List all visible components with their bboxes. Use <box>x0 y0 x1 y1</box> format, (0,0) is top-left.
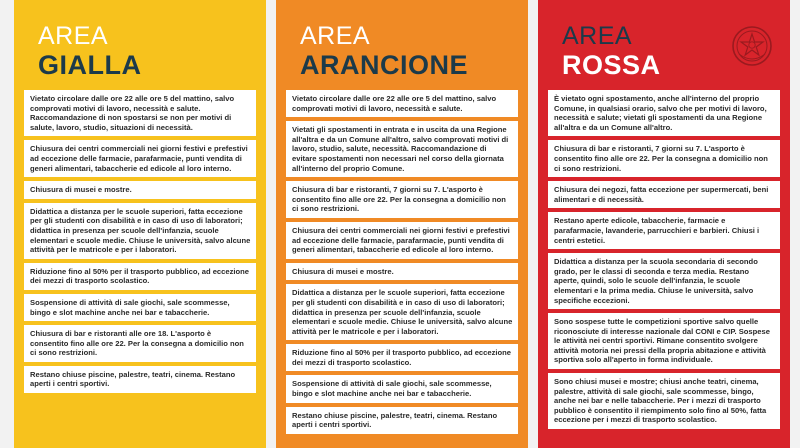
rule-item: Didattica a distanza per la scuola secondaria di secondo grado, per le classi di seconda e terza media. Restano aperte, quindi, solo le scuole dell'infanzia, le scuole elementari e la prima media. Chiuse le università, salvo specifiche eccezioni. <box>548 253 780 309</box>
rule-item: Chiusura dei centri commerciali nei giorni festivi e prefestivi ad eccezione delle farmacie, parafarmacie, punti vendita di generi alimentari, tabaccherie ed edicole al loro interno. <box>24 140 256 177</box>
column-header <box>286 8 518 90</box>
rule-item: Chiusura di musei e mostre. <box>286 263 518 281</box>
column-header <box>24 8 256 90</box>
rule-item: Restano aperte edicole, tabaccherie, farmacie e parafarmacie, lavanderie, parrucchieri e barbieri. Chiusi i centri estetici. <box>548 212 780 249</box>
infographic <box>14 0 790 448</box>
column-area-rossa <box>538 0 790 448</box>
header-area-word: AREA <box>300 22 371 50</box>
rule-item: Didattica a distanza per le scuole superiori, fatta eccezione per gli studenti con disabilità e in caso di uso di laboratori; didattica in presenza per scuole dell'infanzia, scuole elementari e scuole medie. Chiuse le università, salvo alcune attività per le matricole e per i laboratori. <box>24 203 256 259</box>
rule-item: Riduzione fino al 50% per il trasporto pubblico, ad eccezione dei mezzi di trasporto scolastico. <box>24 263 256 290</box>
rule-item: Sospensione di attività di sale giochi, sale scommesse, bingo e slot machine anche nei bar e tabaccherie. <box>286 375 518 402</box>
italian-republic-emblem-icon <box>730 24 774 68</box>
rules-list <box>24 90 256 393</box>
rule-item: Chiusura di bar e ristoranti alle ore 18. L'asporto è consentito fino alle ore 22. Per la consegna a domicilio non ci sono restrizioni. <box>24 325 256 362</box>
rule-item: Sono chiusi musei e mostre; chiusi anche teatri, cinema, palestre, attività di sale giochi, sale scommesse, bingo, anche nei bar e nelle tabaccherie. Per i mezzi di trasporto pubblico è consentito il riempimento solo fino al 50%, fatta eccezione per i mezzi di trasporto scolastico. <box>548 373 780 429</box>
rule-item: Restano chiuse piscine, palestre, teatri, cinema. Restano aperti i centri sportivi. <box>24 366 256 393</box>
rule-item: Sospensione di attività di sale giochi, sale scommesse, bingo e slot machine anche nei bar e tabaccherie. <box>24 294 256 321</box>
header-area-word: AREA <box>562 22 633 50</box>
rule-item: Didattica a distanza per le scuole superiori, fatta eccezione per gli studenti con disabilità e in caso di uso di laboratori; didattica in presenza per scuole dell'infanzia, scuole elementari e scuole medie. Chiuse le università, salvo alcune attività per le matricole e per i laboratori. <box>286 284 518 340</box>
column-area-arancione <box>276 0 528 448</box>
rule-item: Riduzione fino al 50% per il trasporto pubblico, ad eccezione dei mezzi di trasporto scolastico. <box>286 344 518 371</box>
rule-item: Chiusura dei centri commerciali nei giorni festivi e prefestivi ad eccezione delle farmacie, parafarmacie, punti vendita di generi alimentari, tabaccherie ed edicole al loro interno. <box>286 222 518 259</box>
rule-item: Vietati gli spostamenti in entrata e in uscita da una Regione all'altra e da un Comune all'altro, salvo comprovati motivi di lavoro, studio, salute, necessità. Raccomandazione di evitare spostamenti non necessari nel corso della giornata all'interno del proprio Comune. <box>286 121 518 177</box>
rule-item: Vietato circolare dalle ore 22 alle ore 5 del mattino, salvo comprovati motivi di lavoro, necessità e salute. Raccomandazione di non spostarsi se non per motivi di salute, lavoro, studio, situazioni di necessità. <box>24 90 256 136</box>
rule-item: Chiusura di musei e mostre. <box>24 181 256 199</box>
rules-list <box>548 90 780 429</box>
column-header <box>548 8 780 90</box>
rule-item: Vietato circolare dalle ore 22 alle ore 5 del mattino, salvo comprovati motivi di lavoro, necessità e salute. <box>286 90 518 117</box>
rule-item: Restano chiuse piscine, palestre, teatri, cinema. Restano aperti i centri sportivi. <box>286 407 518 434</box>
rule-item: Chiusura di bar e ristoranti, 7 giorni su 7. L'asporto è consentito fino alle ore 22. Per la consegna a domicilio non ci sono restrizioni. <box>548 140 780 177</box>
rules-list <box>286 90 518 434</box>
header-zone-name: ROSSA <box>562 50 661 80</box>
header-area-word: AREA <box>38 22 109 50</box>
rule-item: Sono sospese tutte le competizioni sportive salvo quelle riconosciute di interesse nazionale dal CONI e CIP. Sospese le attività nei centri sportivi. Rimane consentito svolgere attività motoria nei pressi della propria abitazione e attività sportiva solo all'aperto in forma individuale. <box>548 313 780 369</box>
header-zone-name: GIALLA <box>38 50 142 80</box>
rule-item: È vietato ogni spostamento, anche all'interno del proprio Comune, in qualsiasi orario, salvo che per motivi di lavoro, necessità e salute; vietati gli spostamenti da una Regione all'altra e da un Comune all'altro. <box>548 90 780 136</box>
column-area-gialla <box>14 0 266 448</box>
header-zone-name: ARANCIONE <box>300 50 469 80</box>
rule-item: Chiusura dei negozi, fatta eccezione per supermercati, beni alimentari e di necessità. <box>548 181 780 208</box>
rule-item: Chiusura di bar e ristoranti, 7 giorni su 7. L'asporto è consentito fino alle ore 22. Per la consegna a domicilio non ci sono restrizioni. <box>286 181 518 218</box>
